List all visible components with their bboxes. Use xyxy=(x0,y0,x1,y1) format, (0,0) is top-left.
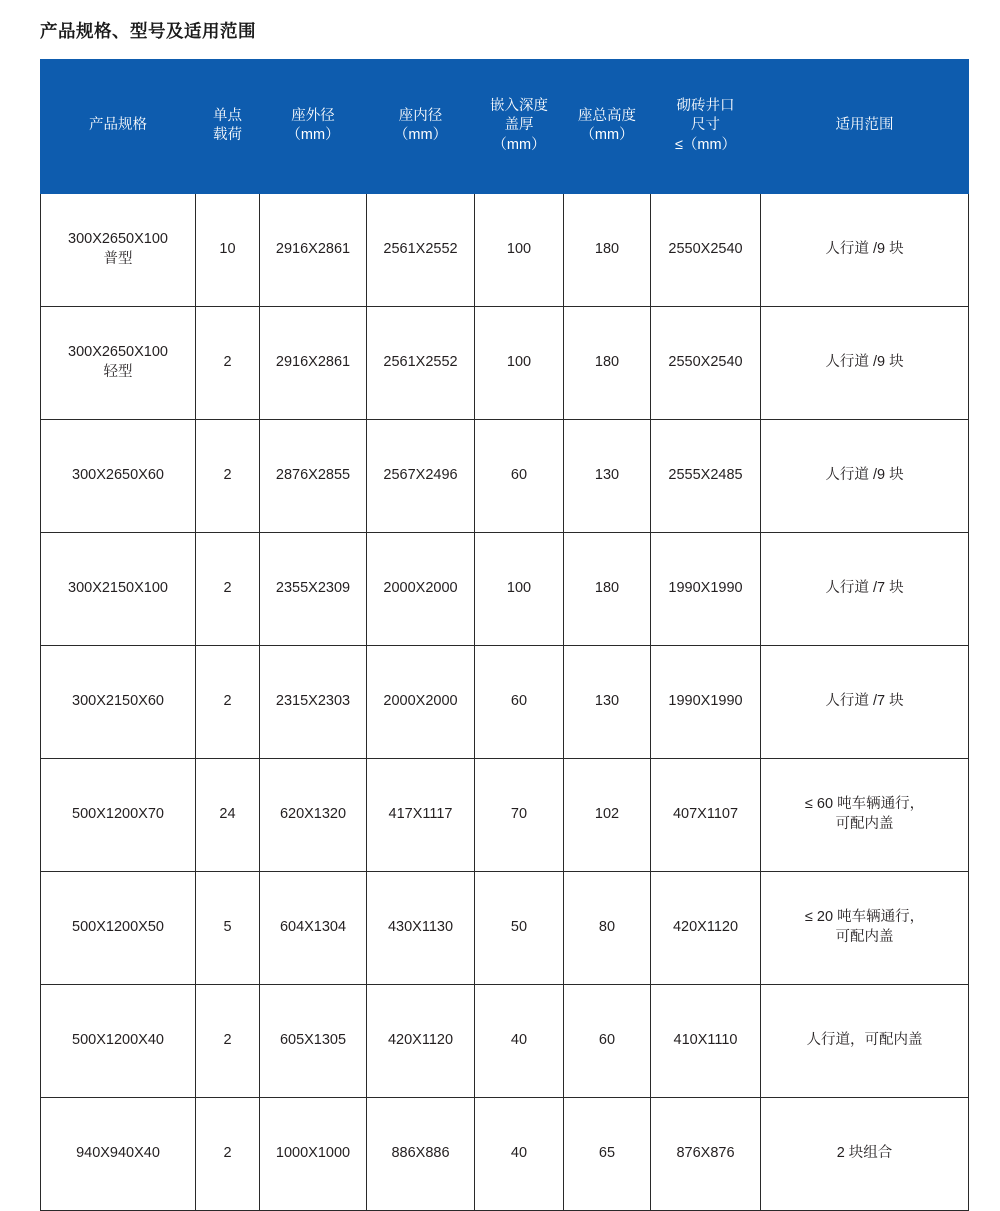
cell-embed-depth: 50 xyxy=(475,871,564,984)
table-row xyxy=(41,306,969,419)
header-line: ≤（mm） xyxy=(674,137,737,154)
cell-outer-diameter: 2916X2861 xyxy=(260,193,367,306)
cell-line: 500X1200X50 xyxy=(72,918,164,935)
cell-point-load: 24 xyxy=(196,758,260,871)
cell-line: 500X1200X70 xyxy=(72,805,164,822)
cell-line: 人行道 /9 块 xyxy=(825,466,904,483)
cell-line: 300X2650X100 xyxy=(68,344,168,361)
cell-product-spec xyxy=(41,984,196,1097)
cell-inner-diameter: 430X1130 xyxy=(367,871,475,984)
cell-inner-diameter: 2561X2552 xyxy=(367,306,475,419)
cell-brick-well-size: 2555X2485 xyxy=(651,419,761,532)
header-line: 尺寸 xyxy=(691,117,720,134)
cell-product-spec xyxy=(41,871,196,984)
cell-outer-diameter: 605X1305 xyxy=(260,984,367,1097)
cell-application-scope xyxy=(761,306,969,419)
cell-inner-diameter: 2567X2496 xyxy=(367,419,475,532)
cell-line: 300X2150X60 xyxy=(72,692,164,709)
table-row xyxy=(41,645,969,758)
table-row xyxy=(41,532,969,645)
cell-line: 人行道，可配内盖 xyxy=(806,1031,923,1048)
cell-product-spec xyxy=(41,532,196,645)
header-line: 座外径 xyxy=(291,107,335,124)
cell-product-spec xyxy=(41,645,196,758)
cell-application-scope xyxy=(761,871,969,984)
cell-application-scope xyxy=(761,419,969,532)
table-header-row xyxy=(41,59,969,193)
cell-brick-well-size: 1990X1990 xyxy=(651,645,761,758)
cell-inner-diameter: 417X1117 xyxy=(367,758,475,871)
cell-total-height: 65 xyxy=(564,1097,651,1210)
cell-total-height: 180 xyxy=(564,193,651,306)
cell-outer-diameter: 620X1320 xyxy=(260,758,367,871)
cell-line: 2 块组合 xyxy=(836,1144,893,1161)
cell-embed-depth: 100 xyxy=(475,193,564,306)
cell-brick-well-size: 1990X1990 xyxy=(651,532,761,645)
cell-brick-well-size: 2550X2540 xyxy=(651,306,761,419)
cell-point-load: 2 xyxy=(196,1097,260,1210)
header-line: 座内径 xyxy=(398,107,443,124)
cell-inner-diameter: 2561X2552 xyxy=(367,193,475,306)
cell-point-load: 2 xyxy=(196,645,260,758)
cell-outer-diameter: 2315X2303 xyxy=(260,645,367,758)
cell-point-load: 2 xyxy=(196,532,260,645)
cell-line: 人行道 /7 块 xyxy=(825,579,904,596)
header-line: 座总高度 xyxy=(578,107,636,124)
cell-brick-well-size: 420X1120 xyxy=(651,871,761,984)
cell-product-spec xyxy=(41,306,196,419)
column-header-application-scope xyxy=(761,59,969,193)
cell-line: 人行道 /9 块 xyxy=(825,240,904,257)
product-specification-table xyxy=(40,59,969,1211)
cell-product-spec xyxy=(41,1097,196,1210)
cell-inner-diameter: 886X886 xyxy=(367,1097,475,1210)
cell-application-scope xyxy=(761,193,969,306)
table-row xyxy=(41,758,969,871)
table-row xyxy=(41,871,969,984)
header-line: 单点 xyxy=(213,107,242,124)
cell-application-scope xyxy=(761,645,969,758)
cell-outer-diameter: 2355X2309 xyxy=(260,532,367,645)
cell-total-height: 80 xyxy=(564,871,651,984)
cell-line: 300X2650X100 xyxy=(68,231,168,248)
cell-embed-depth: 60 xyxy=(475,645,564,758)
column-header-total-height xyxy=(564,59,651,193)
header-line: 嵌入深度 xyxy=(490,97,548,114)
cell-embed-depth: 70 xyxy=(475,758,564,871)
table-header xyxy=(41,59,969,193)
table-row xyxy=(41,1097,969,1210)
cell-product-spec xyxy=(41,758,196,871)
column-header-product-spec xyxy=(41,59,196,193)
cell-inner-diameter: 2000X2000 xyxy=(367,532,475,645)
header-line: （mm） xyxy=(286,127,340,144)
header-line: 载荷 xyxy=(213,127,242,144)
cell-line: 可配内盖 xyxy=(835,928,894,945)
column-header-point-load xyxy=(196,59,260,193)
cell-embed-depth: 40 xyxy=(475,984,564,1097)
cell-line: 普型 xyxy=(103,250,133,267)
cell-product-spec xyxy=(41,419,196,532)
table-row xyxy=(41,193,969,306)
cell-line: ≤ 20 吨车辆通行， xyxy=(804,909,925,926)
cell-line: 人行道 /9 块 xyxy=(825,353,904,370)
header-line: 砌砖井口 xyxy=(676,97,735,114)
cell-point-load: 2 xyxy=(196,419,260,532)
table-body xyxy=(41,193,969,1210)
cell-line: 可配内盖 xyxy=(835,815,894,832)
page-title: 产品规格、型号及适用范围 xyxy=(40,21,256,41)
cell-outer-diameter: 2916X2861 xyxy=(260,306,367,419)
cell-inner-diameter: 420X1120 xyxy=(367,984,475,1097)
cell-total-height: 130 xyxy=(564,419,651,532)
cell-application-scope xyxy=(761,1097,969,1210)
cell-embed-depth: 60 xyxy=(475,419,564,532)
cell-brick-well-size: 2550X2540 xyxy=(651,193,761,306)
cell-line: 300X2150X100 xyxy=(68,579,168,596)
cell-point-load: 10 xyxy=(196,193,260,306)
cell-line: 940X940X40 xyxy=(76,1144,160,1161)
cell-point-load: 5 xyxy=(196,871,260,984)
header-line: 适用范围 xyxy=(835,117,894,134)
cell-line: 轻型 xyxy=(103,363,133,380)
cell-total-height: 180 xyxy=(564,306,651,419)
cell-embed-depth: 100 xyxy=(475,532,564,645)
cell-inner-diameter: 2000X2000 xyxy=(367,645,475,758)
cell-line: ≤ 60 吨车辆通行， xyxy=(804,796,925,813)
cell-brick-well-size: 410X1110 xyxy=(651,984,761,1097)
cell-total-height: 60 xyxy=(564,984,651,1097)
cell-brick-well-size: 876X876 xyxy=(651,1097,761,1210)
cell-embed-depth: 100 xyxy=(475,306,564,419)
header-line: （mm） xyxy=(580,127,634,144)
cell-application-scope xyxy=(761,758,969,871)
column-header-brick-well-size xyxy=(651,59,761,193)
cell-point-load: 2 xyxy=(196,306,260,419)
cell-brick-well-size: 407X1107 xyxy=(651,758,761,871)
cell-line: 人行道 /7 块 xyxy=(825,692,904,709)
cell-line: 300X2650X60 xyxy=(72,466,164,483)
header-line: 盖厚 xyxy=(504,117,534,134)
cell-total-height: 102 xyxy=(564,758,651,871)
cell-line: 500X1200X40 xyxy=(72,1031,164,1048)
header-line: （mm） xyxy=(393,127,448,144)
column-header-embed-depth xyxy=(475,59,564,193)
column-header-outer-diameter xyxy=(260,59,367,193)
table-row xyxy=(41,984,969,1097)
column-header-inner-diameter xyxy=(367,59,475,193)
cell-total-height: 180 xyxy=(564,532,651,645)
cell-point-load: 2 xyxy=(196,984,260,1097)
cell-application-scope xyxy=(761,984,969,1097)
table-row xyxy=(41,419,969,532)
cell-outer-diameter: 2876X2855 xyxy=(260,419,367,532)
cell-product-spec xyxy=(41,193,196,306)
cell-embed-depth: 40 xyxy=(475,1097,564,1210)
cell-outer-diameter: 1000X1000 xyxy=(260,1097,367,1210)
cell-total-height: 130 xyxy=(564,645,651,758)
header-line: （mm） xyxy=(492,137,546,154)
cell-outer-diameter: 604X1304 xyxy=(260,871,367,984)
cell-application-scope xyxy=(761,532,969,645)
header-line: 产品规格 xyxy=(89,117,147,134)
